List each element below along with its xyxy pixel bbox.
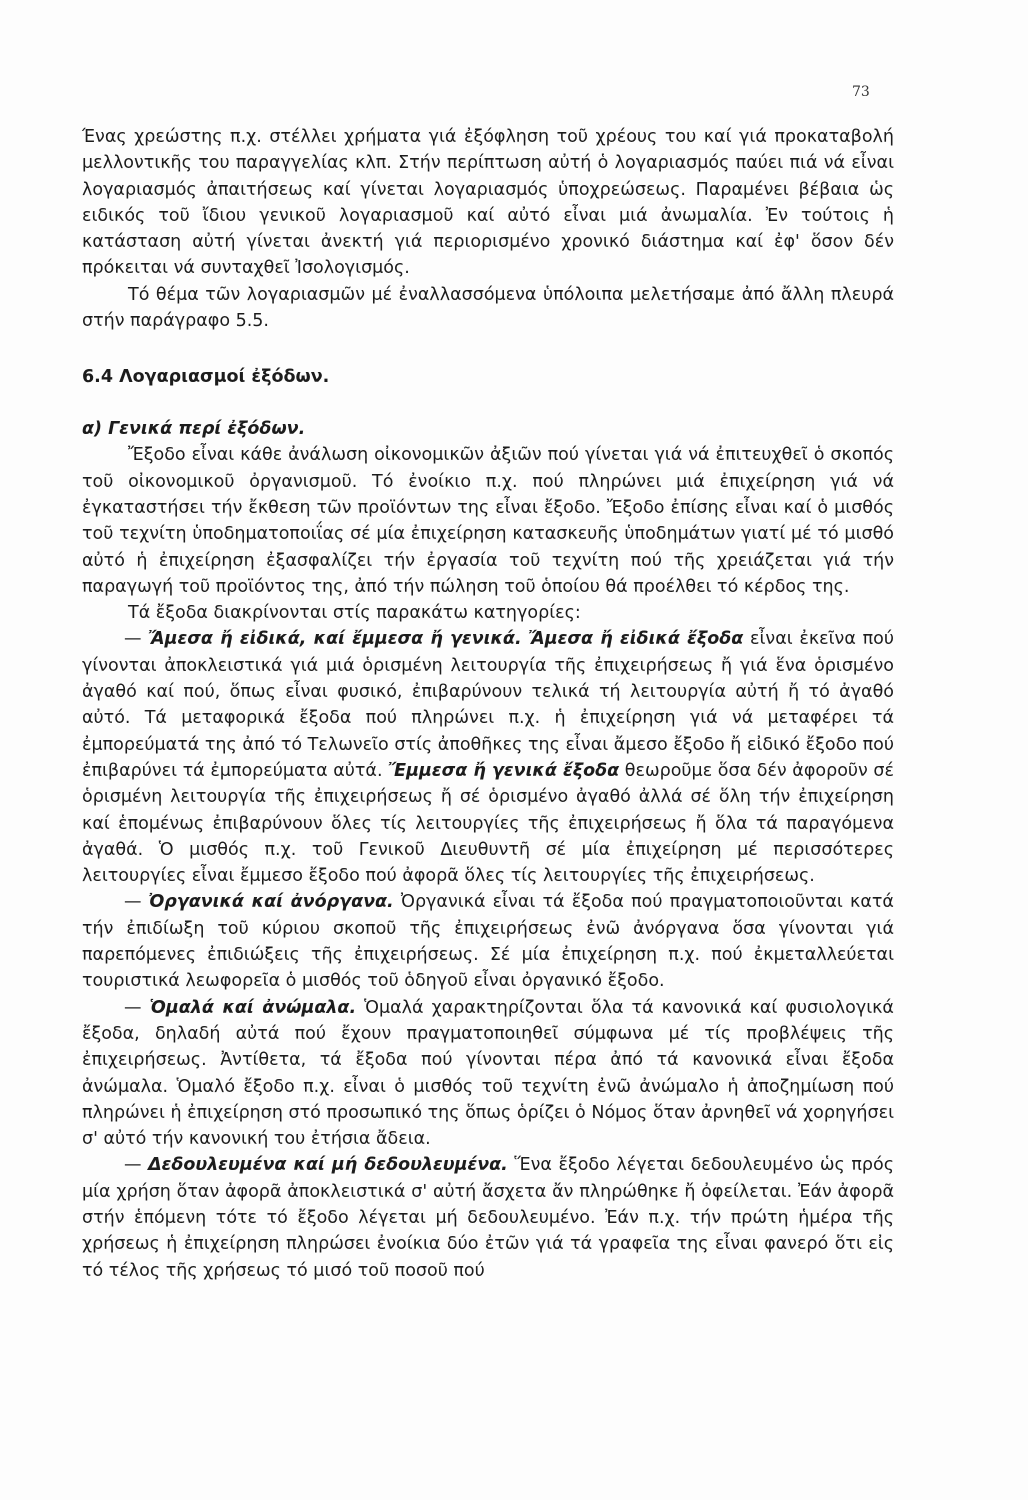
category-text: Ὀργανικά εἶναι τά ἔξοδα πού πραγματοποιοῦνται κατά τήν ἐπιδίωξη τοῦ κύριου σκοποῦ τῆς ἐπιχειρήσεως ἐνῶ ἀνόργανα ὅσα γίνονται γιά παρεπόμενες ἐπιδιώξεις τῆς ἐπιχειρήσεως. Σέ μία ἐπιχείρηση π.χ. πού ἐκμεταλλεύεται τουριστικά λεωφορεῖα ὁ μισθός τοῦ ὁδηγοῦ εἶναι ὀργανικό ἔξοδο. — [82, 892, 894, 992]
category-direct-indirect — [82, 626, 894, 889]
dash-marker: — — [124, 629, 142, 650]
category-organic — [82, 889, 894, 994]
category-lead: Ἄμεσα ἤ εἰδικά ἔξοδα — [528, 629, 744, 650]
category-text: Ὁμαλά χαρακτηρίζονται ὅλα τά κανονικά καί φυσιολογικά ἔξοδα, δηλαδή αὐτά πού ἔχουν πραγματοποιηθεῖ σύμφωνα μέ τίς προβλέψεις τῆς ἐπιχειρήσεως. Ἀντίθετα, τά ἔξοδα πού γίνονται πέρα ἀπό τά κανονικά εἶναι ἔξοδα ἀνώμαλα. Ὁμαλό ἔξοδο π.χ. εἶναι ὁ μισθός τοῦ τεχνίτη ἐνῶ ἀνώμαλο ἡ ἀποζημίωση πού πληρώνει ἡ ἐπιχείρηση στό προσωπικό της ὅπως ὁρίζει ὁ Νόμος ὅταν ἀρνηθεῖ νά χορηγήσει σ' αὐτό τήν κανονική του ἐτήσια ἄδεια. — [82, 997, 894, 1150]
category-regular — [82, 995, 894, 1153]
category-accrued — [82, 1152, 894, 1283]
category-text-secondary: θεωροῦμε ὅσα δέν ἀφοροῦν σέ ὁρισμένη λειτουργία τῆς ἐπιχειρήσεως ἤ σέ ὁρισμένο ἀγαθό ἀλλά σέ ὅλη τήν ἐπιχείρηση καί ἑπομένως ἐπιβαρύνουν ὅλες τίς λειτουργίες τῆς ἐπιχειρήσεως ἤ ὅλα τά παραγόμενα ἀγαθά. Ὁ μισθός π.χ. τοῦ Γενικοῦ Διευθυντῆ σέ μία ἐπιχείρηση μέ περισσότερες λειτουργίες εἶναι ἔμμεσο ἔξοδο πού ἀφορᾶ ὅλες τίς λειτουργίες τῆς ἐπιχειρήσεως. — [82, 760, 894, 887]
page-body — [82, 124, 894, 1284]
category-text: Ἕνα ἔξοδο λέγεται δεδουλευμένο ὡς πρός μία χρήση ὅταν ἀφορᾶ ἀποκλειστικά σ' αὐτή ἄσχετα ἄν πληρώθηκε ἤ ὀφείλεται. Ἐάν ἀφορᾶ στήν ἑπόμενη τότε τό ἔξοδο λέγεται μή δεδουλευμένο. Ἐάν π.χ. τήν πρώτη ἡμέρα τῆς χρήσεως ἡ ἐπιχείρηση πληρώσει ἐνοίκια δύο ἐτῶν γιά τά γραφεῖα της εἶναι φανερό ὅτι εἰς τό τέλος τῆς χρήσεως τό μισό τοῦ ποσοῦ πού — [82, 1155, 894, 1281]
section-heading: 6.4 Λογαριασμοί ἐξόδων. — [82, 367, 330, 388]
category-title: Ὁμαλά καί ἀνώμαλα. — [149, 997, 357, 1018]
dash-marker: — — [124, 1155, 142, 1176]
category-text: εἶναι ἐκεῖνα πού γίνονται ἀποκλειστικά γιά μιά ὁρισμένη λειτουργία τῆς ἐπιχειρήσεως ἤ γιά ἕνα ὁρισμένο ἀγαθό καί πού, ὅπως εἶναι φυσικό, ἐπιβαρύνουν τελικά τή λειτουργία αὐτή ἤ τό ἀγαθό αὐτό. Τά μεταφορικά ἔξοδα πού πληρώνει π.χ. ἡ ἐπιχείρηση γιά νά μεταφέρει τά ἐμπορεύματά της ἀπό τό Τελωνεῖο στίς ἀποθῆκες της εἶναι ἄμεσο ἔξοδο ἤ εἰδικό ἔξοδο πού ἐπιβαρύνει τά ἐμπορεύματα αὐτά. — [82, 629, 894, 781]
category-lead-secondary: Ἔμμεσα ἤ γενικά ἔξοδα — [388, 760, 620, 781]
category-title: Ἄμεσα ἤ εἰδικά, καί ἔμμεσα ἤ γενικά. — [148, 629, 522, 650]
intro-paragraph: Ένας χρεώστης π.χ. στέλλει χρήματα γιά ἐξόφληση τοῦ χρέους του καί γιά προκαταβολή μελλοντικῆς του παραγγελίας κλπ. Στήν περίπτωση αὐτή ὁ λογαριασμός παύει πιά νά εἶναι λογαριασμός ἀπαιτήσεως καί γίνεται λογαριασμός ὑποχρεώσεως. Παραμένει βέβαια ὡς ειδικός τοῦ ἴδιου γενικοῦ λογαριασμοῦ καί αὐτό εἶναι μιά ἀνωμαλία. Ἐν τούτοις ἡ κατάσταση αὐτή γίνεται ἀνεκτή γιά περιορισμένο χρονικό διάστημα καί ἐφ' ὅσον δέν πρόκειται νά συνταχθεῖ Ἰσολογισμός. — [82, 127, 894, 279]
dash-marker: — — [124, 997, 142, 1018]
page-number: 73 — [852, 84, 870, 100]
subsection-heading: α) Γενικά περί ἐξόδων. — [82, 419, 306, 440]
categories-intro: Τά ἔξοδα διακρίνονται στίς παρακάτω κατηγορίες: — [128, 603, 581, 624]
definition-paragraph: Ἔξοδο εἶναι κάθε ἀνάλωση οἰκονομικῶν ἀξιῶν πού γίνεται γιά νά ἐπιτευχθεῖ ὁ σκοπός τοῦ οἰκονομικοῦ ὀργανισμοῦ. Τό ἐνοίκιο π.χ. πού πληρώνει μιά ἐπιχείρηση γιά νά ἐγκαταστήσει τήν ἔκθεση τῶν προϊόντων της εἶναι ἔξοδο. Ἔξοδο ἐπίσης εἶναι καί ὁ μισθός τοῦ τεχνίτη ὑποδηματοποιΐας σέ μία ἐπιχείρηση κατασκευῆς ὑποδημάτων γιατί μέ τό μισθό αὐτό ἡ ἐπιχείρηση ἐξασφαλίζει τήν ἐργασία τοῦ τεχνίτη πού τῆς χρειάζεται γιά τήν παραγωγή τοῦ προϊόντος της, ἀπό τήν πώληση τοῦ ὁποίου θά προέλθει τό κέρδος της. — [82, 445, 894, 597]
category-title: Ὀργανικά καί ἀνόργανα. — [148, 892, 394, 913]
category-title: Δεδουλευμένα καί μή δεδουλευμένα. — [148, 1155, 508, 1176]
intro-paragraph-reference: Τό θέμα τῶν λογαριασμῶν μέ ἐναλλασσόμενα ὑπόλοιπα μελετήσαμε ἀπό ἄλλη πλευρά στήν παράγραφο 5.5. — [82, 284, 894, 332]
dash-marker: — — [124, 892, 142, 913]
